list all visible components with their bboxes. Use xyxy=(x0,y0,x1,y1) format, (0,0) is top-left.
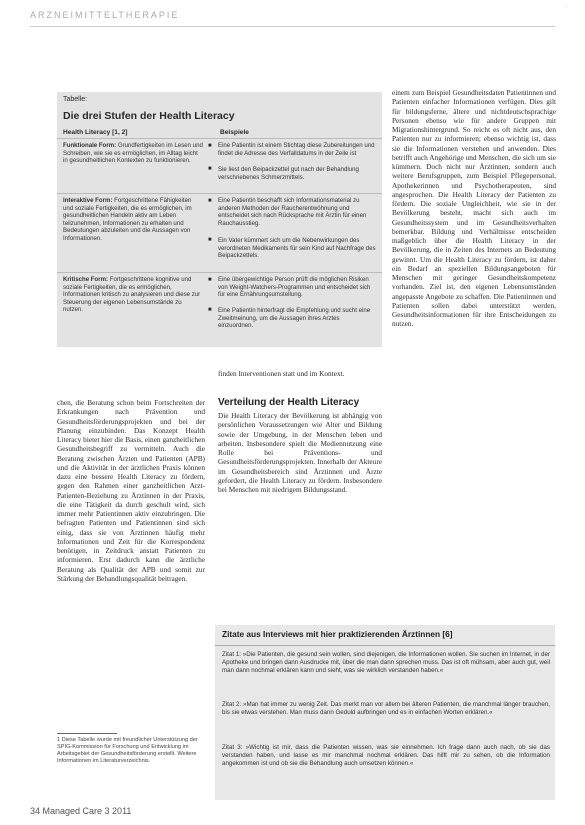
corner-mark: ' xyxy=(565,6,567,12)
example-text: Eine Patientin hinterfragt die Empfehlung und sucht eine Zweitmeinung, um die Aussagen ihres Arztes einzuordnen. xyxy=(218,307,371,330)
quotes-title: Zitate aus Interviews mit hier praktizierenden Ärztinnen [6] xyxy=(222,629,453,639)
table-title: Die drei Stufen der Health Literacy xyxy=(63,110,235,122)
section-header: ARZNEIMITTELTHERAPIE xyxy=(30,10,180,20)
footnote-rule xyxy=(57,733,117,734)
example-text: Eine Patientin beschafft sich Informationsmaterial zu anderen Methoden der Raucherentwöhnung und entscheidet sich nach Rücksprache mit Ärztin für einen Rauchausstieg. xyxy=(218,197,367,227)
quote-2: Zitat 2: »Man hat immer zu wenig Zeit. Das merkt man vor allem bei älteren Patienten, die manchmal länger brauchen, bis sie etwas verstehen. Man muss dann Geduld aufbringen und es in einfachen Worten erklären.« xyxy=(222,701,550,716)
body-text-mid: Die Health Literacy der Bevölkerung ist abhängig von persönlichen Voraussetzungen wie Alter und Bildung sowie der Umgebung, in der Menschen leben und arbeiten. Insbesondere spielt die Mediennutzung eine Rolle bei Präventions- und Gesundheitsförderungsprojekten. Innerhalb der Akteure im Gesundheitsbereich sind Ärztinnen und Ärzte gefordert, die Health Literacy zu fördern. Insbesondere bei Menschen mit niedrigem Bildungsstand. xyxy=(218,411,382,494)
quotes-rule xyxy=(215,645,555,646)
row-name: Interaktive Form: xyxy=(63,197,113,204)
row-desc: Grundfertigkeiten im Lesen und Schreiben, wie sie es ermöglichen, im Alltag leicht in gesundheitlichen Kontexten zu funktionieren. xyxy=(63,142,203,165)
row-name: Kritische Form: xyxy=(63,276,109,283)
bullet-icon: ■ xyxy=(208,143,212,149)
row-desc: Fortgeschrittene kognitive und soziale Fertigkeiten, die es ermöglichen, Informationen kritisch zu analysieren und diese zur Steuerung der eigenen Lebensumstände zu nutzen. xyxy=(63,276,201,314)
table-divider xyxy=(57,272,382,273)
body-text-mid-top: finden Interventionen statt und im Kontext. xyxy=(218,369,345,378)
row-name: Funktionale Form: xyxy=(63,142,117,149)
bullet-icon: ■ xyxy=(208,166,212,172)
page-footer: 34 Managed Care 3 2011 xyxy=(30,806,132,816)
row-desc: Fortgeschrittene Fähigkeiten und soziale Fertigkeiten, die es ermöglichen, im gesundheitlichen Handeln aktiv am Leben teilzunehmen, Informationen zu erhalten und Bedeutungen abzuleiten und die Aussagen von Informationen. xyxy=(63,197,192,242)
table-divider xyxy=(57,193,382,194)
quote-3: Zitat 3: »Wichtig ist mir, dass die Patienten wissen, was sie einnehmen. Ich frage dann auch nach, ob sie das verstanden haben, und lasse es mir manchmal nochmal erklären. Das hilft mir zu sehen, ob die Information angekommen ist und ob sie die Behandlung auch umsetzen können.« xyxy=(222,744,550,767)
table-col-health-literacy: Health Literacy [1, 2] xyxy=(63,129,128,136)
table-row-critical xyxy=(63,276,203,314)
example-text: Sie liest den Beipackzettel gut nach der Behandlung verschriebenes Schmerzmittels. xyxy=(218,166,359,181)
bullet-icon: ■ xyxy=(208,198,212,204)
bullet-icon: ■ xyxy=(208,237,212,243)
table-row-interactive xyxy=(63,197,203,243)
example-text: Ein Vater kümmert sich um die Nebenwirkungen des verordneten Medikaments für sein Kind auf Nachfrage des Beipackzettels. xyxy=(218,237,376,260)
table-divider xyxy=(57,138,382,139)
table-row-functional xyxy=(63,142,203,165)
header-rule xyxy=(30,26,555,27)
bullet-icon: ■ xyxy=(208,277,212,283)
bullet-icon: ■ xyxy=(208,307,212,313)
body-text-right: einem zum Beispiel Gesundheitsdaten Patientinnen und Patienten einfacher Informationen verfügen. Dies gilt für bildungsferne, ältere und nichtdeutschsprachige Personen ebenso wie für andere Gruppen mit Migrationshintergrund. So reicht es oft nicht aus, den Patienten nur zu informieren; ebenso wichtig ist, dass sie die Informationen verstehen und anwenden. Dies betrifft auch Angehörige und Menschen, die sich um sie kümmern. Doch nicht nur Ärztinnen, sondern auch weitere Berufsgruppen, zum Beispiel Pflegepersonal, Apothekerinnen und Psychotherapeuten, sind angesprochen. Die Health Literacy der Patienten zu fördern. Die soziale Ungleichheit, wie sie in der Bevölkerung besteht, macht sich auch im Gesundheitssystem und im Gesundheitsverhalten bemerkbar. Bildung und Verhältnisse entscheiden maßgeblich über die Health Literacy in der Bevölkerung, die in Zeiten des Internets an Bedeutung gewinnt. Um die Health Literacy zu fördern, ist daher ein Bedarf an speziellen Bildungsangeboten für Menschen mit geringer Gesundheitskompetenz vorhanden. Ziel ist, den eigenen Lebensumständen angepasste Angebote zu schaffen. Die Patientinnen und Patienten sollen dabei unterstützt werden, Gesundheitsinformationen für ihre Entscheidungen zu nutzen. xyxy=(392,88,556,329)
example-text: Eine übergewichtige Person prüft die möglichen Risiken von Weight-Watchers-Programmen und entscheidet sich für eine Ernährungsumstellung. xyxy=(218,276,371,299)
footnote: 1 Diese Tabelle wurde mit freundlicher Unterstützung der SPIG-Kommission für Forschung und Entwicklung im Arbeitsgebiet der Gesundheitsförderung erstellt. Weitere Informationen im Literaturverzeichnis. xyxy=(57,737,198,764)
table-label: Tabelle: xyxy=(63,96,88,103)
quote-1: Zitat 1: »Die Patienten, die gesund sein wollen, sind diejenigen, die Informationen wollen. Sie suchen im Internet, in der Apotheke und bringen dann Ausdrucke mit, über die man dann sprechen muss. Das ist oft mühsam, aber auch gut, weil man dann nochmal erklären kann und sieht, was sie wirklich verstanden haben.« xyxy=(222,651,550,674)
example-text: Eine Patientin ist einem Stichtag diese Zubereitungen und findet die Adresse des Verfalldatums in der Zeile ist xyxy=(218,142,375,157)
table-col-examples: Beispiele xyxy=(220,129,249,136)
section-heading: Verteilung der Health Literacy xyxy=(218,397,360,408)
body-text-left: chen, die Beratung schon beim Fortschreiten der Erkrankungen nach Prävention und Gesundheitsförderungsprojekten und bei der Planung einzubinden. Das Konzept Health Literacy bietet hier die Basis, einen ganzheitlichen Gesundheitsbegriff zu vermitteln. Auch die Beratung zwischen Ärzten und Patienten (APB) und die Aktivität in der ärztlichen Praxis können dazu eine bessere Health Literacy zu fördern, gegen den Rahmen einer ganzheitlichen Arzt-Patienten-Beziehung zu Ärztinnen in der Praxis, die eine Tätigkeit da durch geschult wird, sich immer mehr Patientinnen aktiv einzubringen. Die befragten Patienten und Patientinnen sind sich einig, dass sie von Ärztinnen häufig mehr Informationen und Zeit für die Korrespondenz benötigen, in Zeitdruck anstatt Patienten zu informieren. Erst dadurch kann die ärztliche Beratung als Qualität der APB und somit zur Stärkung der Behandlungsqualität beitragen. xyxy=(57,398,205,583)
